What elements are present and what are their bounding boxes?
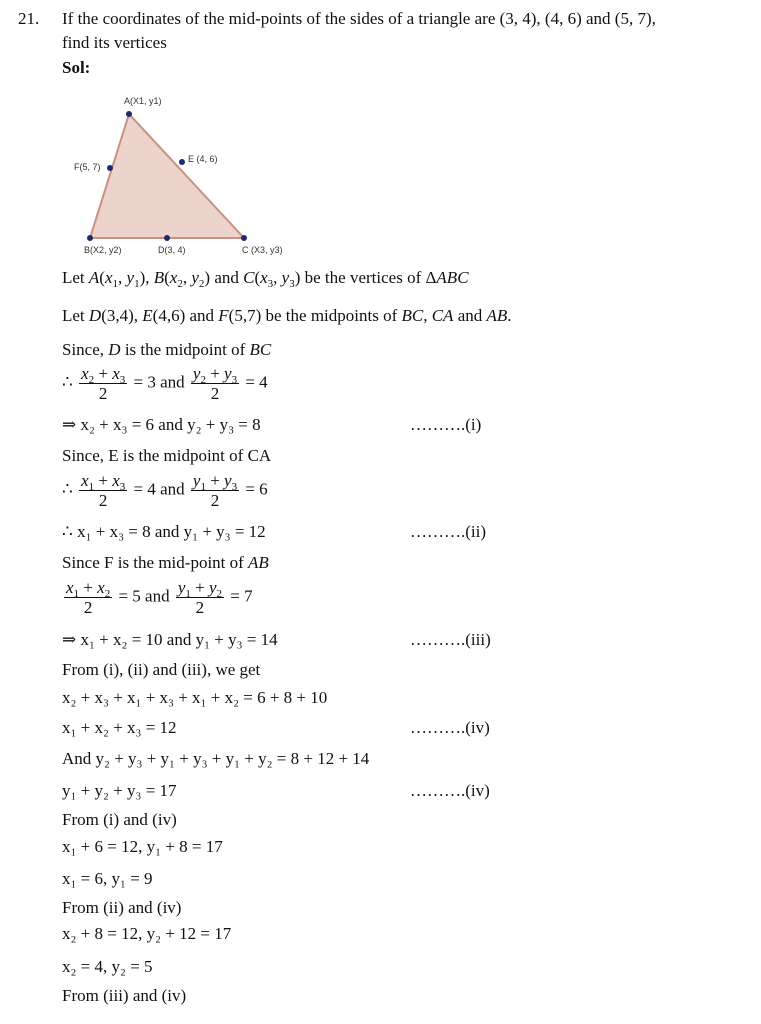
line-since-d: Since, D is the midpoint of BC [62,340,272,359]
line-let-midpoints: Let D(3,4), E(4,6) and F(5,7) be the midpoints of BC, CA and AB. [62,306,512,325]
equation-4: ∴ x₁ + x₃ = 8 and y₁ + y₃ = 12 [62,522,266,541]
label-e: E (4, 6) [188,154,218,164]
label-a: A(X1, y1) [124,96,162,106]
line-from-all: From (i), (ii) and (iii), we get [62,660,261,679]
triangle-shape [90,114,244,238]
line-since-f: Since F is the mid-point of AB [62,553,269,572]
point-d [164,235,170,241]
equation-3: ∴ $\frac{x_1 + x_3}{2}$ = 4 and $\frac{y_1 + y_3}{2}$ = 6 [62,471,268,510]
label-d: D(3, 4) [158,245,186,255]
equation-6: ⇒ x₁ + x₂ = 10 and y₁ + y₃ = 14 [62,630,278,649]
label-f: F(5, 7) [74,162,101,172]
line-since-e: Since, E is the midpoint of CA [62,446,272,465]
tag-iv-2: ……….(iv) [410,781,490,800]
equation-s3: x₂ + 8 = 12, y₂ + 12 = 17 [62,924,232,943]
equation-s2: x₁ = 6, y₁ = 9 [62,869,153,888]
point-a [126,111,132,117]
point-c [241,235,247,241]
tag-i: ……….(i) [410,415,482,434]
equation-sum-x2: x₁ + x₂ + x₃ = 12 [62,718,177,737]
equation-s1: x₁ + 6 = 12, y₁ + 8 = 17 [62,837,223,856]
line-from-iii-iv: From (iii) and (iv) [62,986,187,1005]
question-number: 21. [18,9,40,28]
equation-5: $\frac{x_1 + x_2}{2}$ = 5 and $\frac{y_1 + y_2}{2}$ = 7 [66,578,253,617]
point-b [87,235,93,241]
equation-1: ∴ $\frac{x_2 + x_3}{2}$ = 3 and $\frac{y_2 + y_3}{2}$ = 4 [62,364,268,403]
equation-sum-y2: y₁ + y₂ + y₃ = 17 [62,781,177,800]
tag-iv-1: ……….(iv) [410,718,490,737]
triangle-figure [70,88,310,258]
line-from-ii-iv: From (ii) and (iv) [62,898,182,917]
question-text-line1: If the coordinates of the mid-points of the sides of a triangle are (3, 4), (4, 6) and (5, 7), [62,9,656,28]
equation-sum-y: And y₂ + y₃ + y₁ + y₃ + y₁ + y₂ = 8 + 12 + 14 [62,749,370,768]
equation-2: ⇒ x₂ + x₃ = 6 and y₂ + y₃ = 8 [62,415,261,434]
line-let-vertices: Let $A(x_1$, $y_1$), $B(x_2$, $y_2$) and $C(x_3$, $y_3$) be the vertices of ΔABC [62,268,469,290]
tag-ii: ……….(ii) [410,522,487,541]
line-from-i-iv: From (i) and (iv) [62,810,177,829]
tag-iii: ……….(iii) [410,630,491,649]
label-c: C (X3, y3) [242,245,283,255]
point-e [179,159,185,165]
equation-sum-x: x₂ + x₃ + x₁ + x₃ + x₁ + x₂ = 6 + 8 + 10 [62,688,328,707]
label-b: B(X2, y2) [84,245,122,255]
point-f [107,165,113,171]
sol-label: Sol: [62,58,91,77]
equation-s4: x₂ = 4, y₂ = 5 [62,957,153,976]
question-text-line2: find its vertices [62,33,167,52]
